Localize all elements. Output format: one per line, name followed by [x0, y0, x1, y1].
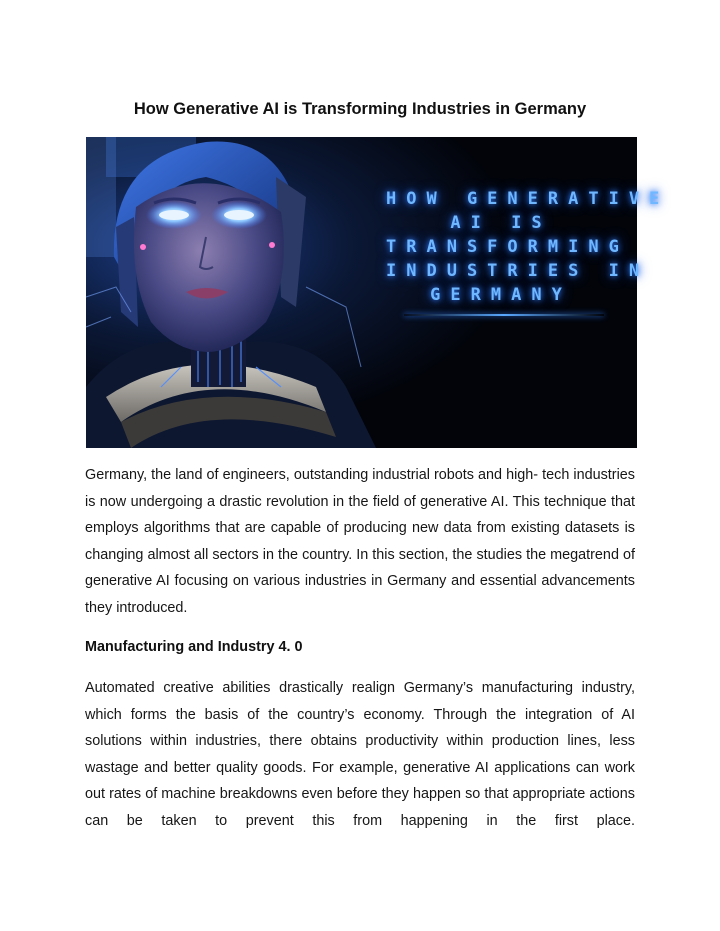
- hero-caption-line: TRANSFORMING: [386, 237, 629, 257]
- hero-image-caption: [386, 187, 670, 307]
- section-paragraph: Automated creative abilities drastically realign Germany’s manufacturing industry, which forms the basis of the country’s economy. Through the integration of AI solutions within industries, there obtains productivity within production lines, less wastage and better quality goods. For example, generative AI applications can work out rates of machine breakdowns even before they happen so that appropriate actions can be taken to prevent this from happening in the first place.: [85, 680, 635, 829]
- hero-caption-line: INDUSTRIES IN: [386, 261, 650, 281]
- hero-glow-divider: [404, 314, 604, 316]
- hero-caption-line: HOW GENERATIVE: [386, 189, 670, 209]
- intro-paragraph: Germany, the land of engineers, outstanding industrial robots and high- tech industries is now undergoing a drastic revolution in the field of generative AI. This technique that employs algorithms that are capable of producing new data from existing datasets is changing almost all sectors in the country. In this section, the studies the megatrend of generative AI focusing on various industries in Germany and essential advancements they introduced.: [85, 467, 635, 616]
- hero-caption-line: GERMANY: [430, 285, 572, 305]
- section-heading: Manufacturing and Industry 4. 0: [85, 639, 303, 655]
- document-title: How Generative AI is Transforming Industries in Germany: [133, 100, 587, 118]
- hero-image: [86, 137, 670, 448]
- hero-caption-line: AI IS: [450, 213, 552, 233]
